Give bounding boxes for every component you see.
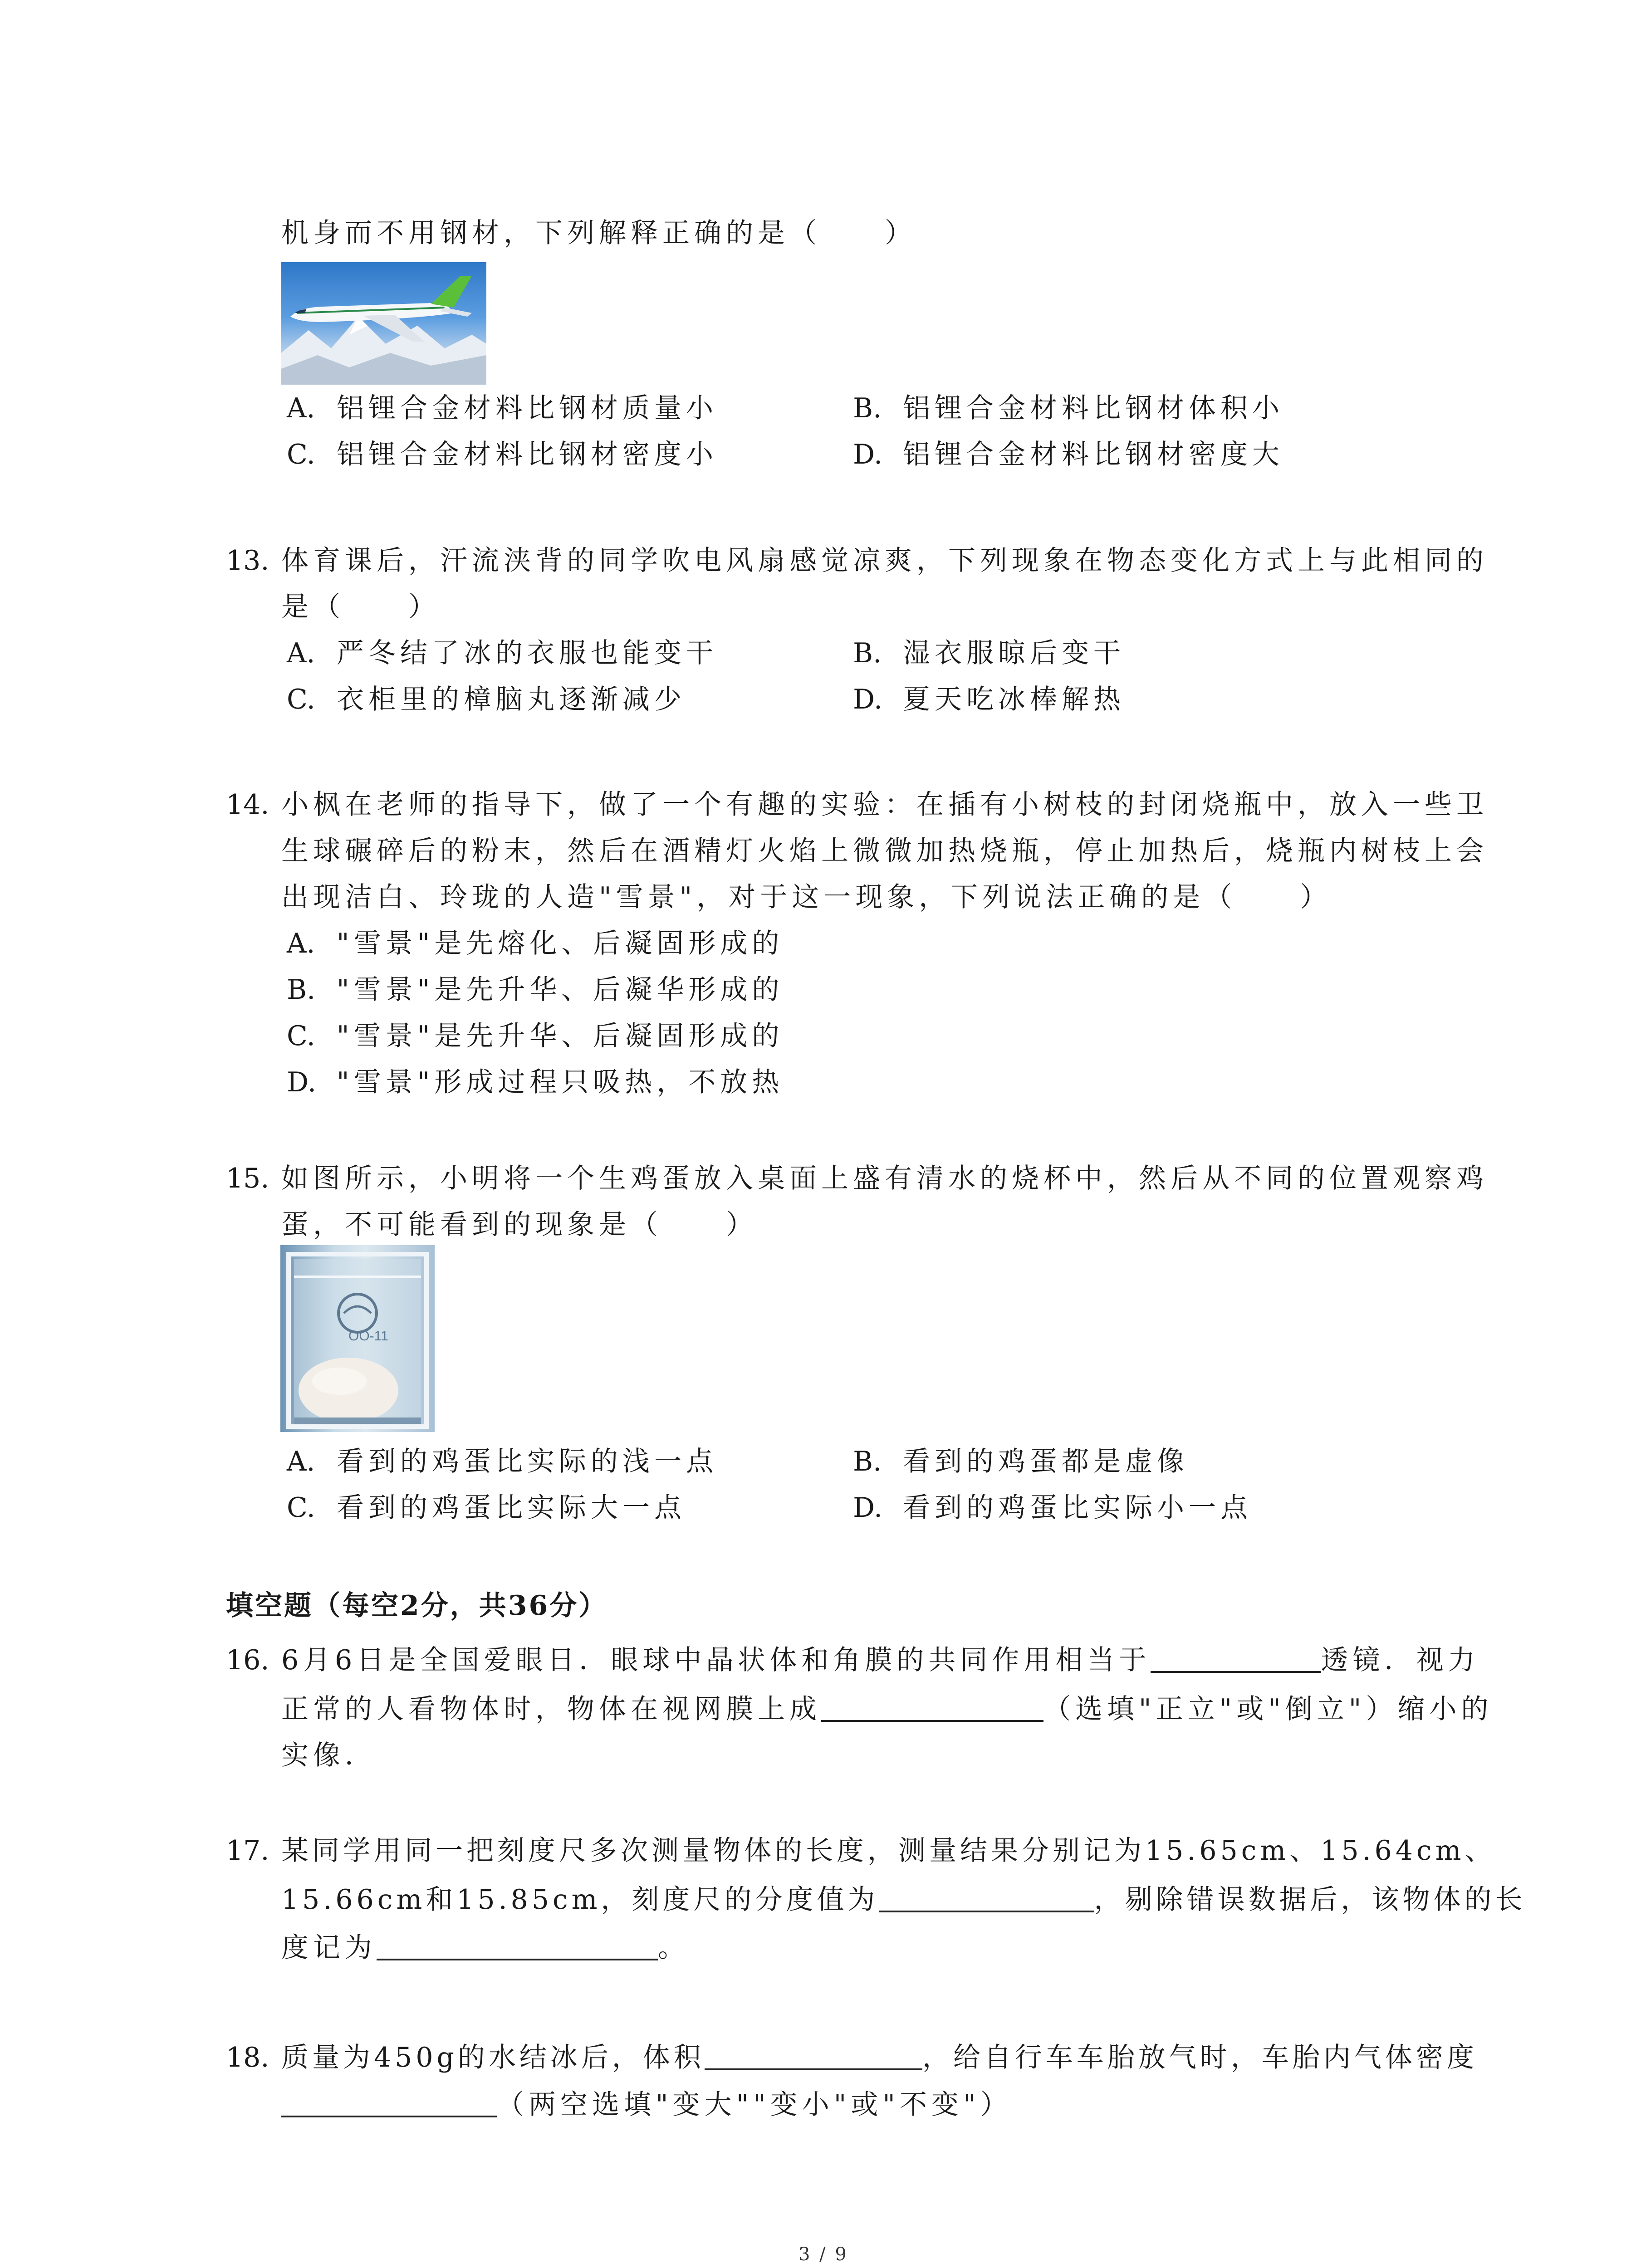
q15-stem-line1: 如图所示，小明将一个生鸡蛋放入桌面上盛有清水的烧杯中，然后从不同的位置观察鸡 (281, 1163, 1488, 1194)
q13-stem-line1: 体育课后，汗流浃背的同学吹电风扇感觉凉爽，下列现象在物态变化方式上与此相同的 (281, 545, 1488, 577)
q15-stem-line2: 蛋，不可能看到的现象是（ ） (281, 1209, 758, 1241)
page-indicator: 3 / 9 (798, 2244, 848, 2265)
q12-option-d: D. 铝锂合金材料比钢材密度大 (853, 439, 1284, 470)
q14-option-a: A. "雪景"是先熔化、后凝固形成的 (287, 928, 784, 959)
beaker-label: OO-11 (348, 1329, 388, 1344)
q18-line2: （两空选填"变大""变小"或"不变"） (281, 2087, 1012, 2123)
airplane-image (281, 262, 486, 385)
q17-line1: 某同学用同一把刻度尺多次测量物体的长度，测量结果分别记为15.65cm、15.64cm、 (281, 1835, 1496, 1867)
q12-option-b: B. 铝锂合金材料比钢材体积小 (853, 392, 1284, 424)
q15-option-a: A. 看到的鸡蛋比实际的浅一点 (287, 1446, 718, 1477)
beaker-egg-illustration (280, 1245, 435, 1432)
q13-number: 13. (226, 545, 269, 577)
section-heading: 填空题（每空2分，共36分） (226, 1590, 608, 1622)
q16-number: 16. (226, 1644, 269, 1676)
q15-option-d: D. 看到的鸡蛋比实际小一点 (853, 1492, 1252, 1524)
q13-option-d: D. 夏天吃冰棒解热 (853, 684, 1125, 715)
q12-option-a: A. 铝锂合金材料比钢材质量小 (287, 392, 718, 424)
q17-line3: 度记为 。 (281, 1932, 690, 1964)
q18-line1: 质量为450g的水结冰后，体积 ，给自行车车胎放气时，车胎内气体密度 (281, 2042, 1478, 2073)
q18-blank-1[interactable] (705, 2041, 922, 2070)
q13-option-b: B. 湿衣服晾后变干 (853, 637, 1125, 669)
airplane-illustration (281, 262, 486, 385)
q14-stem-line3: 出现洁白、玲珑的人造"雪景"，对于这一现象，下列说法正确的是（ ） (281, 881, 1332, 913)
q18-blank-2[interactable] (281, 2088, 497, 2117)
q16-line2: 正常的人看物体时，物体在视网膜上成 （选填"正立"或"倒立"）缩小的 (281, 1693, 1493, 1725)
q13-stem-line2: 是（ ） (281, 591, 440, 623)
q17-number: 17. (226, 1835, 269, 1867)
q14-stem-line2: 生球碾碎后的粉末，然后在酒精灯火焰上微微加热烧瓶，停止加热后，烧瓶内树枝上会 (281, 835, 1488, 867)
q14-option-d: D. "雪景"形成过程只吸热，不放热 (287, 1066, 784, 1098)
q14-option-c: C. "雪景"是先升华、后凝固形成的 (287, 1020, 784, 1052)
q16-blank-2[interactable] (821, 1693, 1043, 1722)
q18-number: 18. (226, 2042, 269, 2073)
q16-blank-1[interactable] (1151, 1644, 1321, 1673)
q12-option-c: C. 铝锂合金材料比钢材密度小 (287, 439, 718, 470)
q16-line3: 实像． (281, 1740, 377, 1771)
q13-option-c: C. 衣柜里的樟脑丸逐渐减少 (287, 684, 686, 715)
q17-blank-2[interactable] (377, 1931, 658, 1960)
q14-number: 14. (226, 789, 269, 821)
beaker-egg-image (280, 1245, 435, 1432)
q15-option-b: B. 看到的鸡蛋都是虚像 (853, 1446, 1189, 1477)
q13-option-a: A. 严冬结了冰的衣服也能变干 (287, 637, 718, 669)
q15-option-c: C. 看到的鸡蛋比实际大一点 (287, 1492, 686, 1524)
q17-line2: 15.66cm和15.85cm，刻度尺的分度值为 ，剔除错误数据后，该物体的长 (281, 1884, 1526, 1916)
q12-stem: 机身而不用钢材，下列解释正确的是（ ） (281, 217, 916, 249)
q14-option-b: B. "雪景"是先升华、后凝华形成的 (287, 974, 784, 1006)
q15-number: 15. (226, 1163, 269, 1194)
q16-line1: 6月6日是全国爱眼日．眼球中晶状体和角膜的共同作用相当于 透镜．视力 (281, 1644, 1480, 1676)
q17-blank-1[interactable] (879, 1883, 1094, 1912)
q14-stem-line1: 小枫在老师的指导下，做了一个有趣的实验：在插有小树枝的封闭烧瓶中，放入一些卫 (281, 789, 1488, 821)
